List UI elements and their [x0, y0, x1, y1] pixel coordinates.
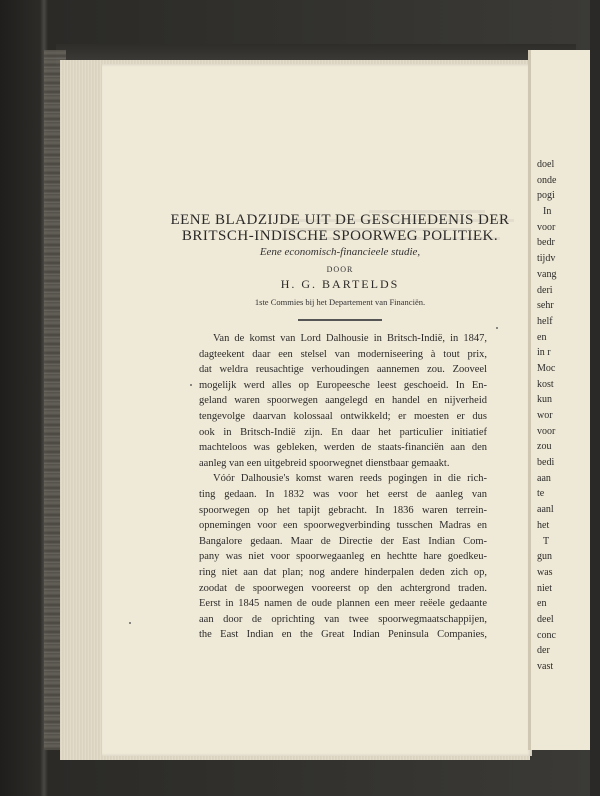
- author-affiliation: 1ste Commies bij het Departement van Financiën.: [254, 297, 426, 307]
- body-line: pany was niet voor spoorwegaanleg en hechtte hare goedkeu-: [199, 551, 487, 563]
- body-line: opnemingen voor een spoorwegverbinding tusschen Madras en: [199, 520, 487, 532]
- right-page-fragment: tijdv: [537, 253, 556, 265]
- body-line: geland waren spoorwegen aangelegd en handel en nijverheid: [199, 395, 487, 407]
- right-page-fragment: conc: [537, 629, 556, 641]
- right-page-fragment: zou: [537, 441, 552, 453]
- right-page-fragment: kost: [537, 378, 554, 390]
- right-page-fragment: doel: [537, 159, 555, 170]
- paper-speck: [496, 327, 498, 329]
- right-page-fragment: bedr: [537, 237, 555, 249]
- right-page-fragment: kun: [537, 394, 552, 406]
- title-line-2: BRITSCH-INDISCHE SPOORWEG POLITIEK.: [181, 228, 499, 244]
- right-page-fragment: sehr: [537, 300, 554, 312]
- right-page-fragment: pogi: [537, 190, 555, 202]
- scan-right-margin: [590, 0, 600, 796]
- body-line: spoorwegen op het tapijt gebracht. In 1836 waren terrein-: [199, 504, 487, 516]
- body-line: ting gedaan. In 1832 was voor het eerst de aanleg van: [199, 488, 487, 500]
- body-line: dat weldra reusachtige verhoudingen aannemen zou. Zooveel: [199, 364, 487, 376]
- body-line: aanleg van een uitgebreid spoorwegnet dienstbaar gemaakt.: [199, 457, 450, 469]
- right-page-fragment: deel: [537, 613, 554, 625]
- title-line-1: EENE BLADZIJDE UIT DE GESCHIEDENIS DER: [170, 212, 510, 228]
- right-page-fragment: onde: [537, 174, 557, 186]
- right-page-fragment: voor: [537, 425, 556, 437]
- author-name: H. G. BARTELDS: [280, 277, 400, 291]
- body-line: Bangalore gedaan. Maar de Directie der East Indian Com-: [199, 535, 487, 547]
- right-page-fragment: helf: [537, 315, 553, 327]
- body-line: tengevolge daarvan kolossaal ontwikkeld; er moesten er dus: [199, 410, 487, 422]
- right-page-fragment: was: [537, 566, 553, 578]
- right-page-fragment: deri: [537, 284, 553, 296]
- right-page-edge: [528, 50, 593, 750]
- right-page-fragments: [537, 157, 556, 675]
- paper-speck: [129, 622, 131, 624]
- article-title: [150, 212, 530, 244]
- right-page-fragment: niet: [537, 582, 552, 594]
- body-line: ook in Britsch-Indië zijn. En daar het particulier initiatief: [199, 426, 487, 438]
- paper-speck: [190, 384, 192, 386]
- right-page-fragment: aan: [537, 472, 551, 484]
- right-page-fragment: in r: [537, 347, 551, 359]
- body-line: dagteekent daar een stelsel van moderniseering à tout prix,: [199, 348, 487, 360]
- right-page-fragment: In: [543, 206, 552, 218]
- body-line: machteloos was gebleken, werden de staats-financiën aan den: [199, 442, 487, 454]
- body-line: Eerst in 1845 namen de oude plannen een meer reëele gedaante: [199, 598, 487, 610]
- right-page-fragment: wor: [537, 410, 553, 421]
- right-page-fragment: voor: [537, 221, 556, 233]
- right-page-fragment: T: [543, 535, 550, 547]
- body-line: mogelijk werd alles op Europeesche leest geschoeid. In En-: [199, 379, 487, 391]
- article-subtitle: Eene economisch-financieele studie,: [259, 246, 421, 258]
- right-page-fragment: en: [537, 331, 547, 343]
- body-paragraphs: [199, 331, 487, 643]
- section-rule: [298, 319, 382, 321]
- body-line: zoodat de spoorwegen vooreerst op den achtergrond traden.: [199, 582, 487, 594]
- body-line: ring niet aan dat plan; nog andere hinderpalen deden zich op,: [199, 566, 487, 578]
- by-label: DOOR: [326, 265, 354, 274]
- right-page-fragment: der: [537, 645, 550, 657]
- body-line: aan door de oprichting van twee spoorwegmaatschappijen,: [199, 613, 487, 625]
- body-line: Vóór Dalhousie's komst waren reeds pogingen in die rich-: [213, 473, 487, 485]
- right-page-fragment: te: [537, 488, 545, 500]
- right-page-fragment: Moc: [537, 362, 556, 374]
- right-page-fragment: bedi: [537, 457, 555, 469]
- right-page-fragment: vast: [537, 661, 554, 672]
- right-page-fragment: het: [537, 519, 550, 531]
- body-line: Van de komst van Lord Dalhousie in Britsch-Indië, in 1847,: [213, 333, 487, 344]
- body-line: the East Indian en the Great Indian Peninsula Companies,: [199, 629, 487, 641]
- right-page-fragment: gun: [537, 551, 552, 563]
- right-page-fragment: vang: [537, 268, 557, 280]
- right-page-fragment: en: [537, 598, 547, 610]
- right-page-fragment: aanl: [537, 504, 554, 516]
